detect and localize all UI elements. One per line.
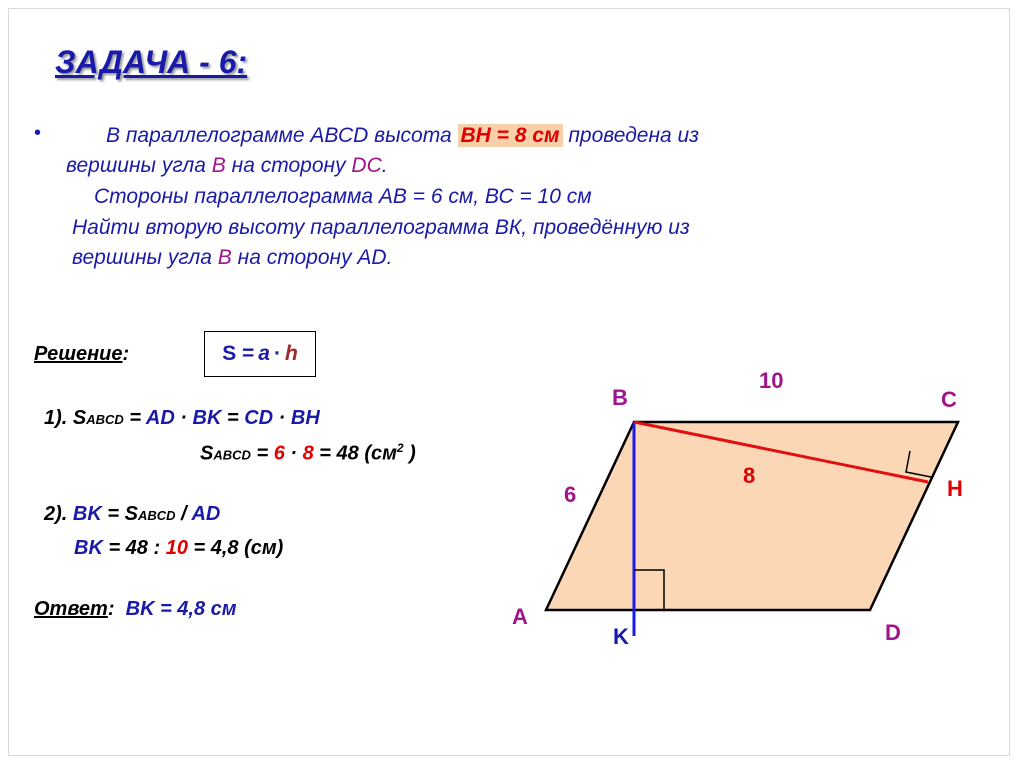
result: = 48 (см (313, 442, 397, 465)
vertex-label-b: B (612, 385, 628, 410)
solution-label: Решение (34, 343, 123, 365)
side-label-ab: 6 (564, 482, 577, 507)
result-end: ) (403, 442, 416, 465)
expression: = 48 : (102, 537, 166, 559)
vertex-b: В (211, 154, 226, 177)
problem-text: вершины угла (72, 246, 218, 269)
problem-text: на сторону (225, 154, 352, 177)
problem-text: на сторону (231, 246, 358, 269)
formula-a: a (258, 342, 270, 365)
solution-colon: : (122, 343, 130, 365)
point-label-k: K (613, 624, 629, 649)
formula-h: h (284, 342, 298, 365)
equals: = (221, 407, 245, 429)
answer-colon: : (107, 598, 115, 620)
parallelogram-shape (546, 422, 958, 610)
vertex-label-c: C (941, 387, 957, 412)
answer-label: Ответ (34, 598, 108, 620)
term-s: S (200, 442, 214, 465)
dot: · (174, 407, 193, 429)
value-6: 6 (273, 442, 285, 465)
point-label-h: H (947, 476, 963, 501)
equals: = (123, 407, 146, 429)
result: = 4,8 (см) (187, 537, 284, 559)
dot: · (273, 407, 291, 429)
vertex-label-d: D (885, 620, 901, 645)
term-bk: BK (72, 503, 102, 525)
subscript: ABCD (86, 412, 124, 427)
bullet-marker: • (34, 122, 42, 144)
side-dc: DC (351, 154, 382, 177)
divide: / (175, 503, 192, 525)
problem-text: вершины угла (66, 154, 212, 177)
side-ad: AD (357, 246, 387, 269)
equals: = (250, 442, 274, 465)
term-bh: BH (290, 407, 320, 429)
subscript: ABCD (137, 508, 176, 523)
term-bk: BK (74, 537, 103, 559)
term-ad: AD (145, 407, 175, 429)
problem-text: проведена из (562, 124, 699, 147)
term-cd: CD (244, 407, 274, 429)
subscript: ABCD (213, 447, 251, 463)
problem-line-3: Стороны параллелограмма АВ = 6 см, ВС = 10 см (94, 185, 592, 208)
problem-text: . (386, 246, 393, 269)
dot: · (284, 442, 303, 465)
answer-value: BK = 4,8 см (125, 598, 237, 620)
problem-text: В параллелограмме АВСD высота (106, 124, 458, 147)
equals: = S (101, 503, 138, 525)
step-1-number: 1). S (44, 407, 87, 429)
term-ad: AD (191, 503, 221, 525)
height-label-bh: 8 (743, 463, 756, 488)
vertex-label-a: A (512, 604, 528, 629)
problem-text: . (381, 154, 388, 177)
superscript: 2 (396, 441, 404, 455)
side-label-bc: 10 (759, 368, 784, 393)
value-8: 8 (302, 442, 314, 465)
formula-s: S = (222, 342, 255, 365)
value-10: 10 (165, 537, 188, 559)
formula-dot: · (273, 342, 281, 365)
problem-line-4: Найти вторую высоту параллелограмма ВК, проведённую из (72, 216, 690, 239)
term-bk: BK (192, 407, 222, 429)
given-bh: ВН = 8 см (458, 124, 563, 147)
page-title: ЗАДАЧА - 6: (55, 44, 248, 80)
vertex-b: В (217, 246, 232, 269)
step-2-number: 2). (44, 503, 73, 525)
